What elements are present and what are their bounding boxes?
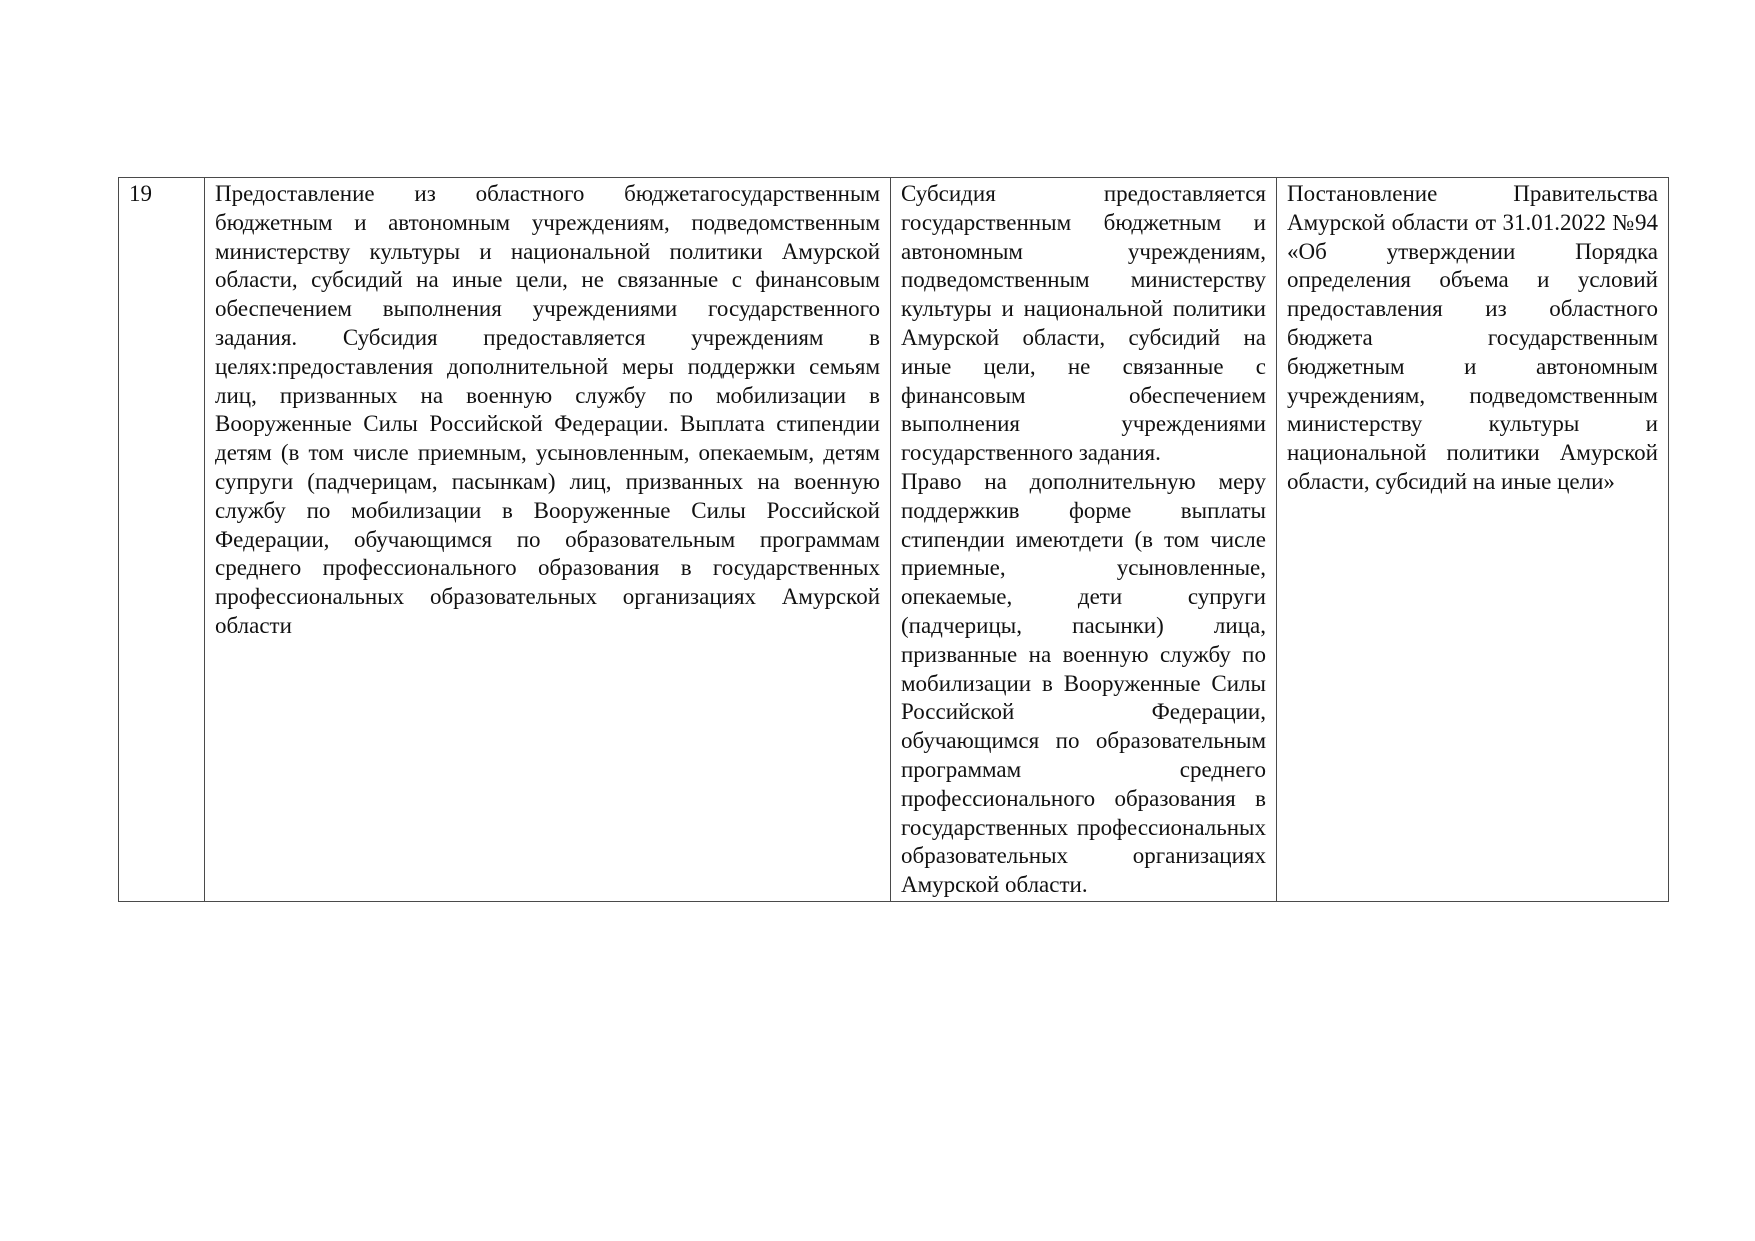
table-row — [119, 178, 1669, 902]
description-paragraph: Субсидия предоставляется государственным бюджетным и автономным учреждениям, подведомственным министерству культуры и национальной политики Амурской области, субсидий на иные цели, не связанные с финансовым обеспечением выполнения учреждениями государственного задания. — [901, 181, 1266, 466]
description-paragraph: Право на дополнительную меру поддержкив форме выплаты стипендии имеютдети (в том числе приемные, усыновленные, опекаемые, дети супруги (падчерицы, пасынки) лица, призванные на военную службу по мобилизации в Вооруженные Силы Российской Федерации, обучающимся по образовательным программам среднего профессионального образования в государственных профессиональных образовательных организациях Амурской области. — [901, 468, 1266, 898]
row-number-cell: 19 — [119, 178, 205, 902]
subsidy-description-cell — [891, 178, 1277, 902]
subsidy-name-cell: Предоставление из областного бюджетагосударственным бюджетным и автономным учреждениям, подведомственным министерству культуры и национальной политики Амурской области, субсидий на иные цели, не связанные с финансовым обеспечением выполнения учреждениями государственного задания. Субсидия предоставляется учреждениям в целях:предоставления дополнительной меры поддержки семьям лиц, призванных на военную службу по мобилизации в Вооруженные Силы Российской Федерации. Выплата стипендии детям (в том числе приемным, усыновленным, опекаемым, детям супруги (падчерицам, пасынкам) лиц, призванных на военную службу по мобилизации в Вооруженные Силы Российской Федерации, обучающимся по образовательным программам среднего профессионального образования в государственных профессиональных образовательных организациях Амурской области — [205, 178, 891, 902]
subsidy-table — [118, 177, 1669, 902]
legal-act-cell: Постановление Правительства Амурской области от 31.01.2022 №94 «Об утверждении Порядка определения объема и условий предоставления из областного бюджета государственным бюджетным и автономным учреждениям, подведомственным министерству культуры и национальной политики Амурской области, субсидий на иные цели» — [1277, 178, 1669, 902]
